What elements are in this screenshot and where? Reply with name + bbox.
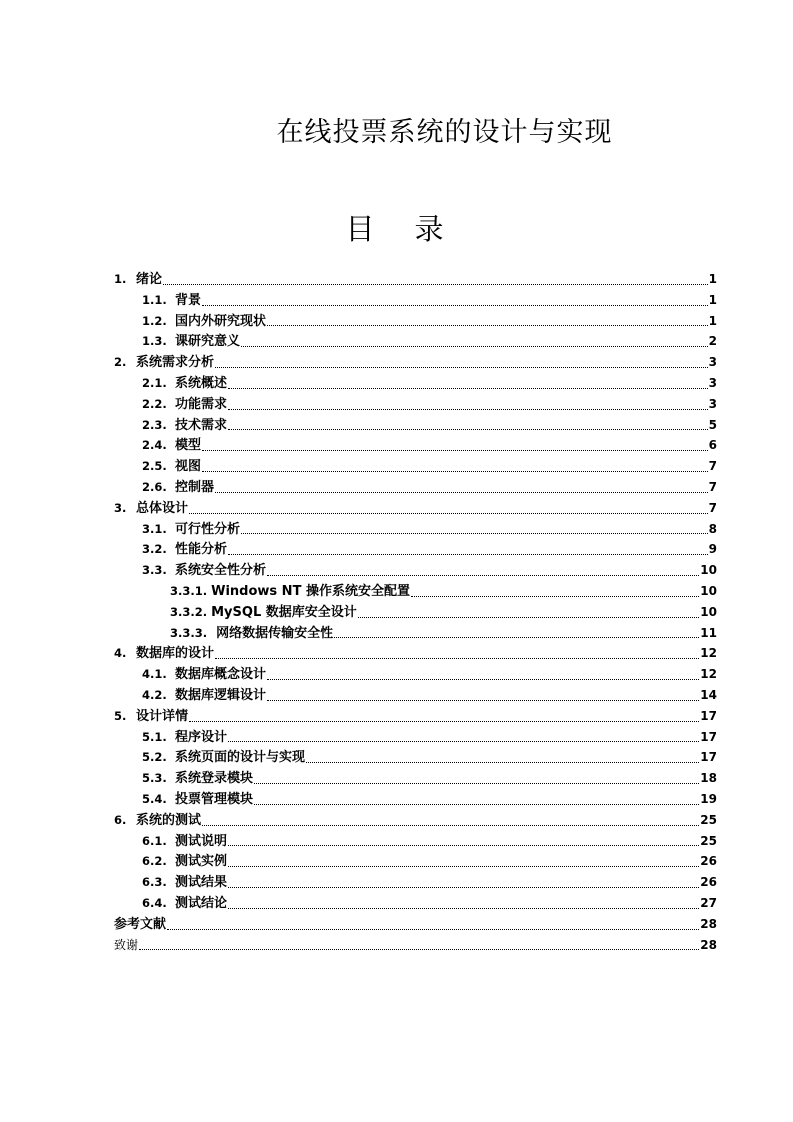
toc-entry[interactable] (0, 893, 793, 914)
toc-entry-page: 12 (700, 667, 717, 682)
toc-entry-number: 3.3. (142, 563, 167, 578)
toc-entry-page: 3 (708, 375, 717, 390)
toc-entry-number: 6.1. (142, 833, 167, 848)
toc-entry-title: 测试说明 (175, 833, 228, 849)
toc-entry-title: 性能分析 (175, 542, 228, 558)
dot-leader (228, 539, 708, 560)
toc-entry-page: 25 (700, 833, 717, 848)
toc-entry-number: 5.4. (142, 791, 167, 806)
dot-leader (228, 373, 708, 394)
toc-entry-number: 2.4. (142, 438, 167, 453)
dot-leader (228, 727, 699, 748)
toc-entry-title: 系统需求分析 (136, 355, 215, 371)
toc-entry[interactable] (0, 539, 793, 560)
dot-leader (241, 331, 708, 352)
dot-leader (228, 851, 699, 872)
dot-leader (202, 456, 708, 477)
toc-entry-page: 7 (708, 479, 717, 494)
toc-entry-title: Windows NT 操作系统安全配置 (211, 583, 410, 599)
toc-entry-number: 3.3.2. (170, 604, 208, 619)
dot-leader (267, 685, 699, 706)
toc-entry[interactable] (0, 643, 793, 664)
toc-entry-number: 6.4. (142, 895, 167, 910)
toc-entry-page: 1 (708, 313, 717, 328)
dot-leader (139, 935, 699, 956)
toc-entry-page: 19 (700, 791, 717, 806)
toc-entry-title: 总体设计 (136, 500, 189, 516)
toc-entry-page: 17 (700, 708, 717, 723)
document-title: 在线投票系统的设计与实现 (276, 117, 613, 148)
dot-leader (228, 872, 699, 893)
toc-entry[interactable] (0, 477, 793, 498)
toc-entry[interactable] (0, 851, 793, 872)
toc-entry[interactable] (0, 623, 793, 644)
toc-entry-title: 设计详情 (136, 708, 189, 724)
dot-leader (334, 623, 699, 644)
toc-entry-number: 3.2. (142, 542, 167, 557)
dot-leader (267, 560, 699, 581)
toc-entry-number: 6. (114, 812, 127, 827)
dot-leader (167, 914, 699, 935)
toc-heading: 目录 (345, 212, 484, 246)
toc-entry-title: 程序设计 (175, 729, 228, 745)
toc-entry-page: 14 (700, 687, 717, 702)
toc-entry[interactable] (0, 602, 793, 623)
toc-entry-page: 18 (700, 771, 717, 786)
toc-entry-number: 1.3. (142, 334, 167, 349)
toc-entry-number: 4. (114, 646, 127, 661)
toc-entry[interactable] (0, 914, 793, 935)
toc-entry-number: 6.3. (142, 875, 167, 890)
dot-leader (189, 706, 699, 727)
toc-entry[interactable] (0, 789, 793, 810)
toc-entry-title: 测试结论 (175, 895, 228, 911)
dot-leader (228, 415, 708, 436)
toc-entry-title: 测试实例 (175, 854, 228, 870)
dot-leader (202, 290, 708, 311)
dot-leader (228, 394, 708, 415)
toc-entry-page: 17 (700, 729, 717, 744)
toc-entry-title: 测试结果 (175, 875, 228, 891)
toc-entry-number: 4.1. (142, 667, 167, 682)
toc-entry-page: 27 (700, 895, 717, 910)
toc-entry[interactable] (0, 269, 793, 290)
toc-entry-number: 2.3. (142, 417, 167, 432)
toc-entry-number: 4.2. (142, 687, 167, 702)
toc-entry-title: 网络数据传输安全性 (216, 625, 334, 641)
toc-entry-number: 2.2. (142, 396, 167, 411)
toc-entry[interactable] (0, 831, 793, 852)
toc-entry-page: 17 (700, 750, 717, 765)
toc-entry-title: 背景 (175, 292, 202, 308)
toc-entry-number: 2.6. (142, 479, 167, 494)
toc-entry-number: 2.5. (142, 459, 167, 474)
dot-leader (267, 311, 708, 332)
toc-entry-page: 3 (708, 355, 717, 370)
toc-entry-number: 5. (114, 708, 127, 723)
toc-entry-title: 绪论 (136, 272, 163, 287)
toc-entry[interactable] (0, 664, 793, 685)
toc-entry-number: 6.2. (142, 854, 167, 869)
toc-entry-page: 1 (708, 292, 717, 307)
toc-entry-number: 3.3.3. (170, 625, 208, 640)
toc-entry-page: 11 (700, 625, 717, 640)
toc-entry-title: 系统安全性分析 (175, 563, 267, 579)
toc-entry-number: 3.1. (142, 521, 167, 536)
toc-entry[interactable] (0, 581, 793, 602)
toc-entry-title: 系统页面的设计与实现 (175, 750, 306, 766)
toc-entry-number: 3. (114, 500, 127, 515)
toc-entry-title: 国内外研究现状 (175, 313, 267, 329)
toc-entry[interactable] (0, 872, 793, 893)
toc-entry-page: 26 (700, 875, 717, 890)
dot-leader (202, 810, 699, 831)
toc-entry-title: MySQL 数据库安全设计 (211, 604, 357, 620)
dot-leader (163, 269, 708, 290)
toc-entry-title: 数据库概念设计 (175, 667, 267, 683)
dot-leader (267, 664, 699, 685)
dot-leader (228, 831, 699, 852)
dot-leader (254, 789, 699, 810)
toc-entry-page: 28 (700, 916, 717, 931)
toc-entry-title: 控制器 (175, 479, 215, 495)
toc-entry[interactable] (0, 560, 793, 581)
dot-leader (215, 477, 708, 498)
toc-entry-title: 视图 (175, 459, 202, 475)
toc-entry-title: 功能需求 (175, 396, 228, 412)
toc-entry-page: 8 (708, 521, 717, 536)
toc-entry-page: 7 (708, 459, 717, 474)
dot-leader (215, 352, 708, 373)
dot-leader (411, 581, 699, 602)
toc-entry-title: 课研究意义 (175, 334, 241, 350)
dot-leader (228, 893, 699, 914)
toc-entry-number: 2. (114, 355, 127, 370)
toc-entry[interactable] (0, 352, 793, 373)
toc-entry-page: 12 (700, 646, 717, 661)
toc-entry[interactable] (0, 394, 793, 415)
toc-entry[interactable] (0, 706, 793, 727)
toc-entry-page: 3 (708, 396, 717, 411)
toc-entry[interactable] (0, 311, 793, 332)
toc-entry-page: 7 (708, 500, 717, 515)
toc-entry-page: 5 (708, 417, 717, 432)
toc-entry[interactable] (0, 519, 793, 540)
dot-leader (215, 643, 699, 664)
toc-entry-page: 28 (700, 937, 717, 952)
toc-entry[interactable] (0, 727, 793, 748)
dot-leader (241, 519, 708, 540)
toc-entry[interactable] (0, 747, 793, 768)
toc-entry[interactable] (0, 810, 793, 831)
toc-entry-title: 系统登录模块 (175, 771, 254, 787)
toc-entry-number: 5.3. (142, 771, 167, 786)
toc-entry[interactable] (0, 415, 793, 436)
toc-entry-title: 投票管理模块 (175, 791, 254, 807)
toc-entry-title: 系统的测试 (136, 812, 202, 828)
toc-entry-page: 25 (700, 812, 717, 827)
toc-entry[interactable] (0, 290, 793, 311)
dot-leader (306, 747, 699, 768)
toc-entry-title: 可行性分析 (175, 521, 241, 537)
toc-entry-title: 致谢 (114, 937, 139, 952)
toc-entry-title: 数据库逻辑设计 (175, 687, 267, 703)
toc-entry-page: 10 (700, 563, 717, 578)
toc-entry-number: 5.2. (142, 750, 167, 765)
toc-entry-number: 2.1. (142, 375, 167, 390)
dot-leader (202, 435, 708, 456)
dot-leader (358, 602, 700, 623)
toc-entry-page: 2 (708, 334, 717, 349)
toc-entry-page: 26 (700, 854, 717, 869)
toc-entry[interactable] (0, 456, 793, 477)
toc-entry-title: 技术需求 (175, 417, 228, 433)
toc-entry-number: 1.1. (142, 292, 167, 307)
dot-leader (254, 768, 699, 789)
toc-entry-page: 6 (708, 438, 717, 453)
toc-entry[interactable] (0, 685, 793, 706)
toc-entry-title: 参考文献 (114, 916, 167, 932)
toc-entry-page: 1 (708, 272, 717, 286)
toc-entry-number: 3.3.1. (170, 583, 208, 598)
toc-entry-number: 5.1. (142, 729, 167, 744)
toc-entry-page: 10 (700, 604, 717, 619)
toc-entry[interactable] (0, 373, 793, 394)
table-of-contents (0, 269, 793, 955)
toc-entry[interactable] (0, 768, 793, 789)
toc-entry-title: 模型 (175, 438, 202, 454)
toc-entry[interactable] (0, 498, 793, 519)
toc-entry-title: 数据库的设计 (136, 646, 215, 662)
toc-entry-page: 9 (708, 542, 717, 557)
toc-entry[interactable] (0, 935, 793, 956)
toc-entry[interactable] (0, 435, 793, 456)
toc-entry-number: 1. (114, 272, 127, 286)
toc-entry-page: 10 (700, 583, 717, 598)
dot-leader (189, 498, 708, 519)
toc-entry-number: 1.2. (142, 313, 167, 328)
toc-entry[interactable] (0, 331, 793, 352)
toc-entry-title: 系统概述 (175, 375, 228, 391)
